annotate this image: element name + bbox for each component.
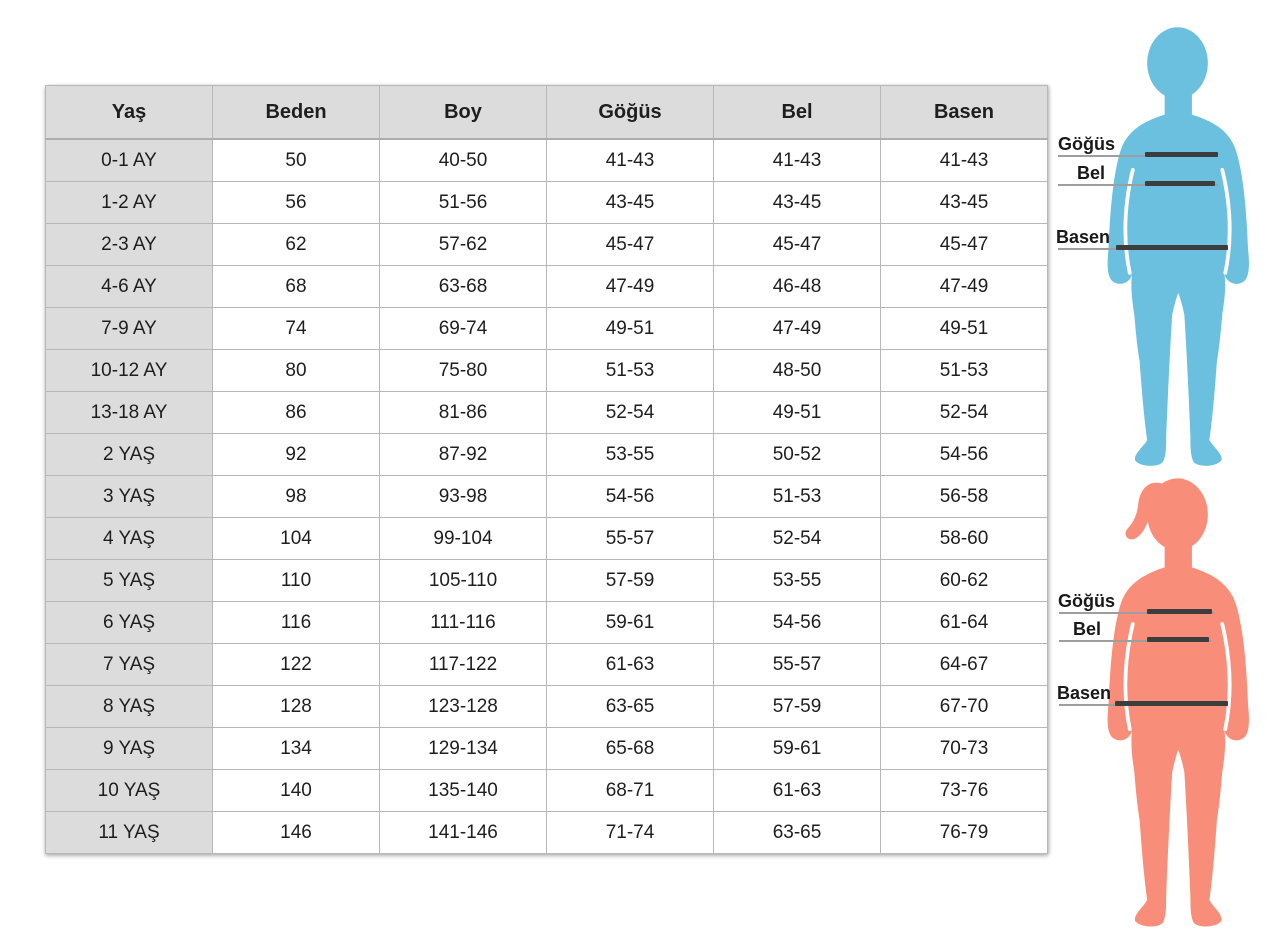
row-label-cell: 11 YAŞ — [46, 812, 213, 854]
table-cell: 75-80 — [380, 350, 547, 392]
row-label-cell: 7-9 AY — [46, 308, 213, 350]
size-table-body — [46, 139, 1048, 854]
table-cell: 43-45 — [714, 182, 881, 224]
table-cell: 63-65 — [714, 812, 881, 854]
table-cell: 81-86 — [380, 392, 547, 434]
table-cell: 68 — [213, 266, 380, 308]
table-cell: 45-47 — [714, 224, 881, 266]
table-cell: 47-49 — [714, 308, 881, 350]
table-cell: 92 — [213, 434, 380, 476]
table-cell: 93-98 — [380, 476, 547, 518]
table-cell: 62 — [213, 224, 380, 266]
table-cell: 86 — [213, 392, 380, 434]
figure-head — [1147, 27, 1208, 99]
table-row — [46, 518, 1048, 560]
table-cell: 61-63 — [547, 644, 714, 686]
table-cell: 128 — [213, 686, 380, 728]
table-cell: 46-48 — [714, 266, 881, 308]
size-table — [45, 85, 1048, 854]
table-cell: 57-62 — [380, 224, 547, 266]
figure-head — [1147, 478, 1208, 550]
table-cell: 71-74 — [547, 812, 714, 854]
table-row — [46, 644, 1048, 686]
table-cell: 68-71 — [547, 770, 714, 812]
table-cell: 80 — [213, 350, 380, 392]
hip-measure-line — [1116, 245, 1228, 250]
figure-body — [1108, 89, 1249, 466]
table-cell: 73-76 — [881, 770, 1048, 812]
table-cell: 111-116 — [380, 602, 547, 644]
table-cell: 76-79 — [881, 812, 1048, 854]
table-cell: 117-122 — [380, 644, 547, 686]
table-cell: 51-53 — [547, 350, 714, 392]
table-cell: 54-56 — [881, 434, 1048, 476]
table-cell: 45-47 — [547, 224, 714, 266]
waist-measure-line — [1147, 637, 1209, 642]
table-cell: 105-110 — [380, 560, 547, 602]
row-label-cell: 7 YAŞ — [46, 644, 213, 686]
table-cell: 51-53 — [881, 350, 1048, 392]
table-cell: 51-53 — [714, 476, 881, 518]
table-cell: 135-140 — [380, 770, 547, 812]
table-row — [46, 602, 1048, 644]
table-row — [46, 266, 1048, 308]
table-cell: 58-60 — [881, 518, 1048, 560]
table-cell: 47-49 — [547, 266, 714, 308]
table-cell: 98 — [213, 476, 380, 518]
table-cell: 63-68 — [380, 266, 547, 308]
chest-measure-line — [1147, 609, 1212, 614]
row-label-cell: 4-6 AY — [46, 266, 213, 308]
figure-body — [1108, 541, 1249, 926]
table-cell: 41-43 — [881, 139, 1048, 182]
table-cell: 129-134 — [380, 728, 547, 770]
table-cell: 63-65 — [547, 686, 714, 728]
table-cell: 52-54 — [881, 392, 1048, 434]
header-cell-size: Beden — [213, 86, 380, 140]
table-row — [46, 476, 1048, 518]
table-cell: 49-51 — [547, 308, 714, 350]
table-cell: 65-68 — [547, 728, 714, 770]
table-cell: 70-73 — [881, 728, 1048, 770]
table-cell: 50-52 — [714, 434, 881, 476]
table-cell: 55-57 — [547, 518, 714, 560]
table-cell: 49-51 — [881, 308, 1048, 350]
table-cell: 48-50 — [714, 350, 881, 392]
table-row — [46, 686, 1048, 728]
header-cell-height: Boy — [380, 86, 547, 140]
table-cell: 41-43 — [547, 139, 714, 182]
table-cell: 64-67 — [881, 644, 1048, 686]
header-cell-hip: Basen — [881, 86, 1048, 140]
table-cell: 60-62 — [881, 560, 1048, 602]
table-cell: 59-61 — [714, 728, 881, 770]
table-cell: 40-50 — [380, 139, 547, 182]
table-row — [46, 770, 1048, 812]
table-row — [46, 812, 1048, 854]
row-label-cell: 13-18 AY — [46, 392, 213, 434]
table-row — [46, 434, 1048, 476]
header-row — [46, 86, 1048, 140]
table-cell: 41-43 — [714, 139, 881, 182]
table-cell: 43-45 — [881, 182, 1048, 224]
table-cell: 57-59 — [547, 560, 714, 602]
waist-label-girl: Bel — [1073, 619, 1102, 639]
table-cell: 51-56 — [380, 182, 547, 224]
header-cell-age: Yaş — [46, 86, 213, 140]
row-label-cell: 5 YAŞ — [46, 560, 213, 602]
table-cell: 104 — [213, 518, 380, 560]
table-row — [46, 728, 1048, 770]
table-cell: 59-61 — [547, 602, 714, 644]
table-cell: 47-49 — [881, 266, 1048, 308]
table-cell: 54-56 — [714, 602, 881, 644]
table-row — [46, 139, 1048, 182]
table-cell: 50 — [213, 139, 380, 182]
table-cell: 57-59 — [714, 686, 881, 728]
hip-label-girl: Basen — [1057, 683, 1112, 703]
girl-figure-salmon — [1085, 470, 1267, 930]
table-cell: 61-64 — [881, 602, 1048, 644]
size-table-header — [46, 86, 1048, 140]
waist-measure-line — [1145, 181, 1215, 186]
table-cell: 140 — [213, 770, 380, 812]
table-cell: 67-70 — [881, 686, 1048, 728]
table-row — [46, 224, 1048, 266]
table-cell: 49-51 — [714, 392, 881, 434]
table-cell: 61-63 — [714, 770, 881, 812]
row-label-cell: 0-1 AY — [46, 139, 213, 182]
table-cell: 69-74 — [380, 308, 547, 350]
table-cell: 74 — [213, 308, 380, 350]
table-cell: 53-55 — [714, 560, 881, 602]
table-row — [46, 350, 1048, 392]
row-label-cell: 1-2 AY — [46, 182, 213, 224]
row-label-cell: 10-12 AY — [46, 350, 213, 392]
table-row — [46, 392, 1048, 434]
table-row — [46, 182, 1048, 224]
row-label-cell: 6 YAŞ — [46, 602, 213, 644]
row-label-cell: 2 YAŞ — [46, 434, 213, 476]
table-cell: 45-47 — [881, 224, 1048, 266]
table-cell: 52-54 — [547, 392, 714, 434]
hip-label-blue: Basen — [1056, 227, 1111, 247]
table-cell: 54-56 — [547, 476, 714, 518]
chest-label-blue: Göğüs — [1058, 134, 1115, 154]
table-cell: 87-92 — [380, 434, 547, 476]
table-cell: 55-57 — [714, 644, 881, 686]
row-label-cell: 9 YAŞ — [46, 728, 213, 770]
table-cell: 43-45 — [547, 182, 714, 224]
row-label-cell: 8 YAŞ — [46, 686, 213, 728]
table-cell: 53-55 — [547, 434, 714, 476]
hip-measure-line — [1115, 701, 1228, 706]
table-cell: 56 — [213, 182, 380, 224]
table-cell: 116 — [213, 602, 380, 644]
table-cell: 122 — [213, 644, 380, 686]
row-label-cell: 4 YAŞ — [46, 518, 213, 560]
table-cell: 56-58 — [881, 476, 1048, 518]
table-cell: 52-54 — [714, 518, 881, 560]
header-cell-chest: Göğüs — [547, 86, 714, 140]
table-cell: 141-146 — [380, 812, 547, 854]
row-label-cell: 10 YAŞ — [46, 770, 213, 812]
table-cell: 99-104 — [380, 518, 547, 560]
table-cell: 110 — [213, 560, 380, 602]
row-label-cell: 2-3 AY — [46, 224, 213, 266]
table-row — [46, 308, 1048, 350]
table-row — [46, 560, 1048, 602]
header-cell-waist: Bel — [714, 86, 881, 140]
table-cell: 146 — [213, 812, 380, 854]
table-cell: 134 — [213, 728, 380, 770]
waist-label-blue: Bel — [1077, 163, 1106, 183]
row-label-cell: 3 YAŞ — [46, 476, 213, 518]
chest-measure-line — [1145, 152, 1218, 157]
table-cell: 123-128 — [380, 686, 547, 728]
chest-label-girl: Göğüs — [1058, 591, 1115, 611]
